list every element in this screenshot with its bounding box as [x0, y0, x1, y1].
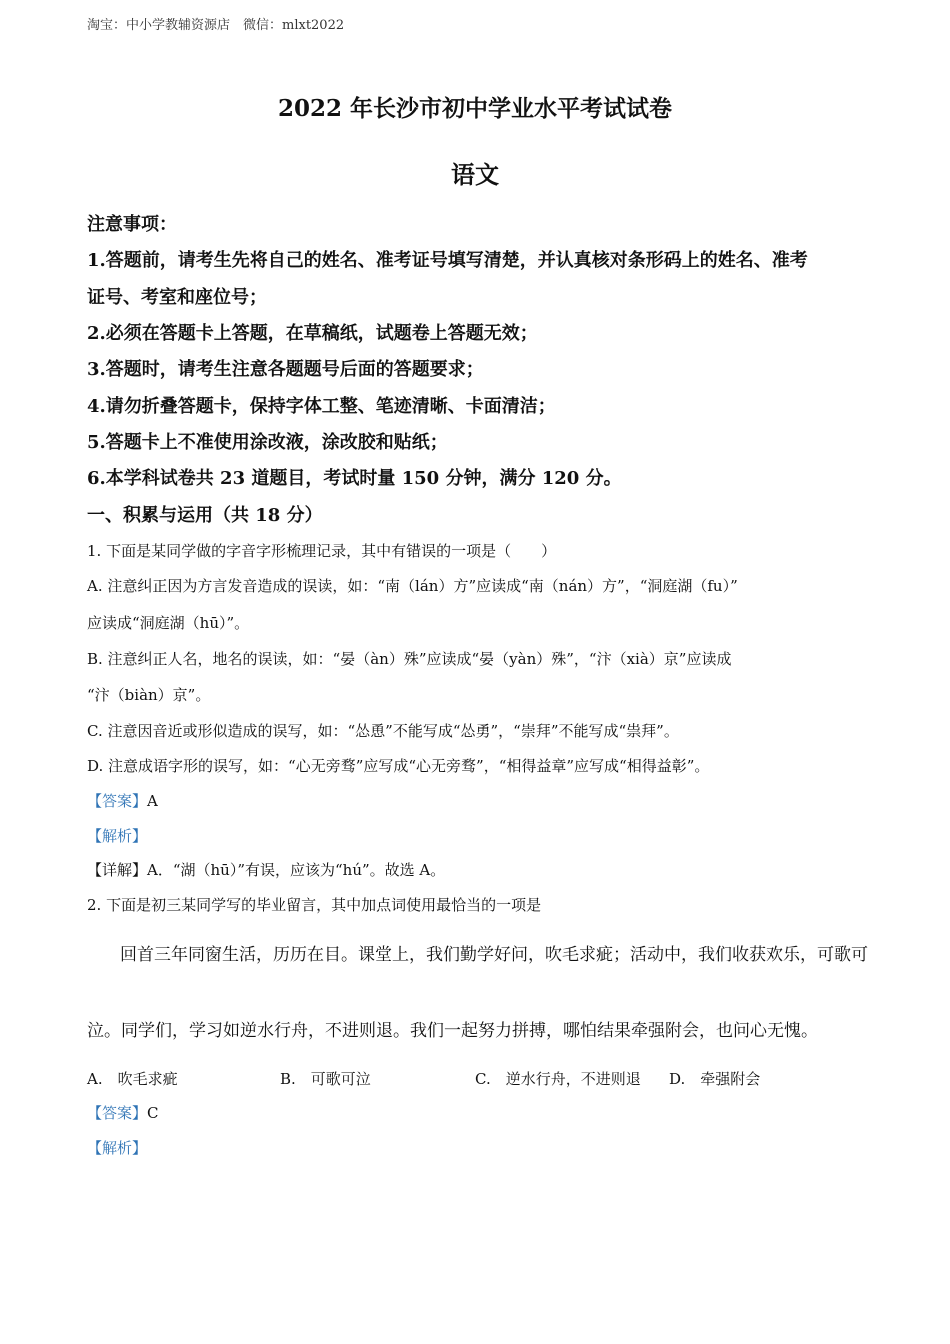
answer-line — [87, 1102, 159, 1123]
detail-label: 【详解】 — [87, 861, 148, 879]
answer-value: C — [147, 1104, 159, 1122]
option-a: A. 吹毛求疵 — [87, 1070, 178, 1088]
question-option-line: A. 注意纠正因为方言发音造成的误读，如：“南（lán）方”应读成“南（nán）方”，“洞庭湖（fu）” — [87, 577, 738, 595]
passage-line: 回首三年同窗生活，历历在目。课堂上，我们勤学好问，吹毛求疵；活动中，我们收获欢乐，可歌可 — [120, 945, 868, 965]
question-option-line: “汴（biàn）京”。 — [87, 686, 211, 704]
detail-line — [87, 859, 445, 880]
answer-line — [87, 790, 158, 811]
option-d: D. 牵强附会 — [669, 1070, 761, 1088]
notice-item: 3.答题时，请考生注意各题题号后面的答题要求； — [87, 359, 484, 380]
analysis-label: 【解析】 — [87, 1139, 148, 1157]
exam-title: 2022 年长沙市初中学业水平考试试卷 — [277, 95, 673, 122]
subject-title: 语文 — [451, 160, 499, 189]
notice-item: 6.本学科试卷共 23 道题目，考试时量 150 分钟，满分 120 分。 — [87, 468, 622, 489]
notice-item: 4.请勿折叠答题卡，保持字体工整、笔迹清晰、卡面清洁； — [87, 396, 556, 417]
question-option-line: B. 注意纠正人名，地名的误读，如：“晏（àn）殊”应读成“晏（yàn）殊”，“汴（xià）京”应读成 — [87, 650, 732, 668]
notice-item: 证号、考室和座位号； — [87, 287, 267, 308]
answer-label: 【答案】 — [87, 792, 148, 810]
notice-item: 5.答题卡上不准使用涂改液，涂改胶和贴纸； — [87, 432, 448, 453]
detail-text: A．“湖（hū）”有误，应该为“hú”。故选 A。 — [147, 861, 446, 879]
question-stem: 2. 下面是初三某同学写的毕业留言，其中加点词使用最恰当的一项是 — [87, 896, 542, 914]
answer-value: A — [147, 792, 158, 810]
question-option-line: 应读成“洞庭湖（hū）”。 — [87, 614, 250, 632]
option-c: C. 逆水行舟，不进则退 — [475, 1070, 641, 1088]
notice-heading: 注意事项： — [87, 214, 177, 235]
notice-item: 2.必须在答题卡上答题，在草稿纸，试题卷上答题无效； — [87, 323, 538, 344]
question-stem: 1. 下面是某同学做的字音字形梳理记录，其中有错误的一项是（ ） — [87, 542, 557, 560]
option-b: B. 可歌可泣 — [280, 1070, 371, 1088]
question-option-line: D. 注意成语字形的误写，如：“心无旁骛”应写成“心无旁骛”，“相得益章”应写成“相得益彰”。 — [87, 757, 710, 775]
answer-label: 【答案】 — [87, 1104, 148, 1122]
option-row — [0, 1068, 950, 1090]
question-option-line: C. 注意因音近或形似造成的误写，如：“怂恿”不能写成“怂勇”，“崇拜”不能写成“祟拜”。 — [87, 722, 679, 740]
analysis-label: 【解析】 — [87, 827, 148, 845]
passage-line: 泣。同学们，学习如逆水行舟，不进则退。我们一起努力拼搏，哪怕结果牵强附会，也问心无愧。 — [87, 1021, 818, 1041]
notice-item: 1.答题前，请考生先将自己的姓名、准考证号填写清楚，并认真核对条形码上的姓名、准考 — [87, 250, 808, 271]
section-heading: 一、积累与运用（共 18 分） — [87, 505, 323, 526]
page-header: 淘宝：中小学教辅资源店 微信：mlxt2022 — [87, 18, 345, 33]
